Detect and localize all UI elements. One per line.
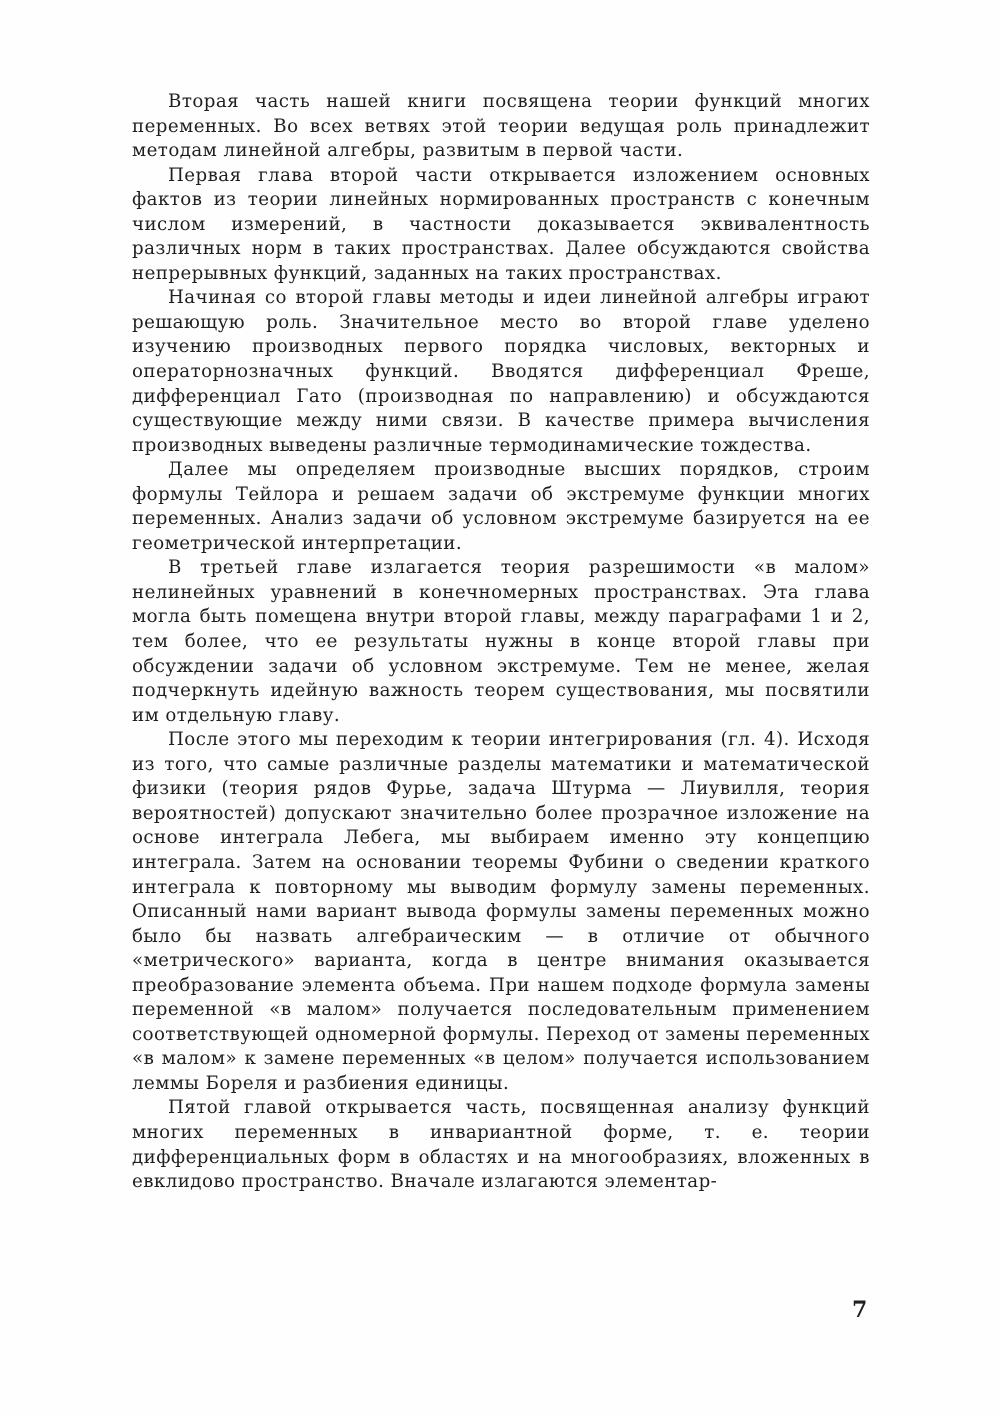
paragraph-5: В третьей главе излагается теория разрешимости «в малом» нелинейных уравнений в конечномерных пространствах. Эта глава могла быть помещена внутри второй главы, между параграфами 1 и 2, тем более, что ее результаты нужны в конце второй главы при обсуждении задачи об условном экстремуме. Тем не менее, желая подчеркнуть идейную важность теорем существования, мы посвятили им отдельную главу.: [132, 557, 870, 726]
body-text: [132, 90, 870, 1195]
paragraph-1: Вторая часть нашей книги посвящена теории функций многих переменных. Во всех ветвях этой теории ведущая роль принадлежит методам линейной алгебры, развитым в первой части.: [132, 91, 870, 162]
page-number: 7: [852, 1297, 868, 1323]
paragraph-7: Пятой главой открывается часть, посвященная анализу функций многих переменных в инвариантной форме, т. е. теории дифференциальных форм в областях и на многообразиях, вложенных в евклидово пространство. Вначале излагаются элементар-: [132, 1097, 870, 1193]
paragraph-2: Первая глава второй части открывается изложением основных фактов из теории линейных нормированных пространств с конечным числом измерений, в частности доказывается эквивалентность различных норм в таких пространствах. Далее обсуждаются свойства непрерывных функций, заданных на таких пространствах.: [132, 164, 870, 284]
paragraph-3: Начиная со второй главы методы и идеи линейной алгебры играют решающую роль. Значительное место во второй главе уделено изучению производных первого порядка числовых, векторных и операторнозначных функций. Вводятся дифференциал Фреше, дифференциал Гато (производная по направлению) и обсуждаются существующие между ними связи. В качестве примера вычисления производных выведены различные термодинамические тождества.: [132, 287, 870, 456]
paragraph-6: После этого мы переходим к теории интегрирования (гл. 4). Исходя из того, что самые различные разделы математики и математической физики (теория рядов Фурье, задача Штурма — Лиувилля, теория вероятностей) допускают значительно более прозрачное изложение на основе интеграла Лебега, мы выбираем именно эту концепцию интеграла. Затем на основании теоремы Фубини о сведении краткого интеграла к повторному мы выводим формулу замены переменных. Описанный нами вариант вывода формулы замены переменных можно было бы назвать алгебраическим — в отличие от обычного «метрического» варианта, когда в центре внимания оказывается преобразование элемента объема. При нашем подходе формула замены переменной «в малом» получается последовательным применением соответствующей одномерной формулы. Переход от замены переменных «в малом» к замене переменных «в целом» получается использованием леммы Бореля и разбиения единицы.: [132, 729, 870, 1094]
paragraph-4: Далее мы определяем производные высших порядков, строим формулы Тейлора и решаем задачи об экстремуме функции многих переменных. Анализ задачи об условном экстремуме базируется на ее геометрической интерпретации.: [132, 459, 870, 554]
